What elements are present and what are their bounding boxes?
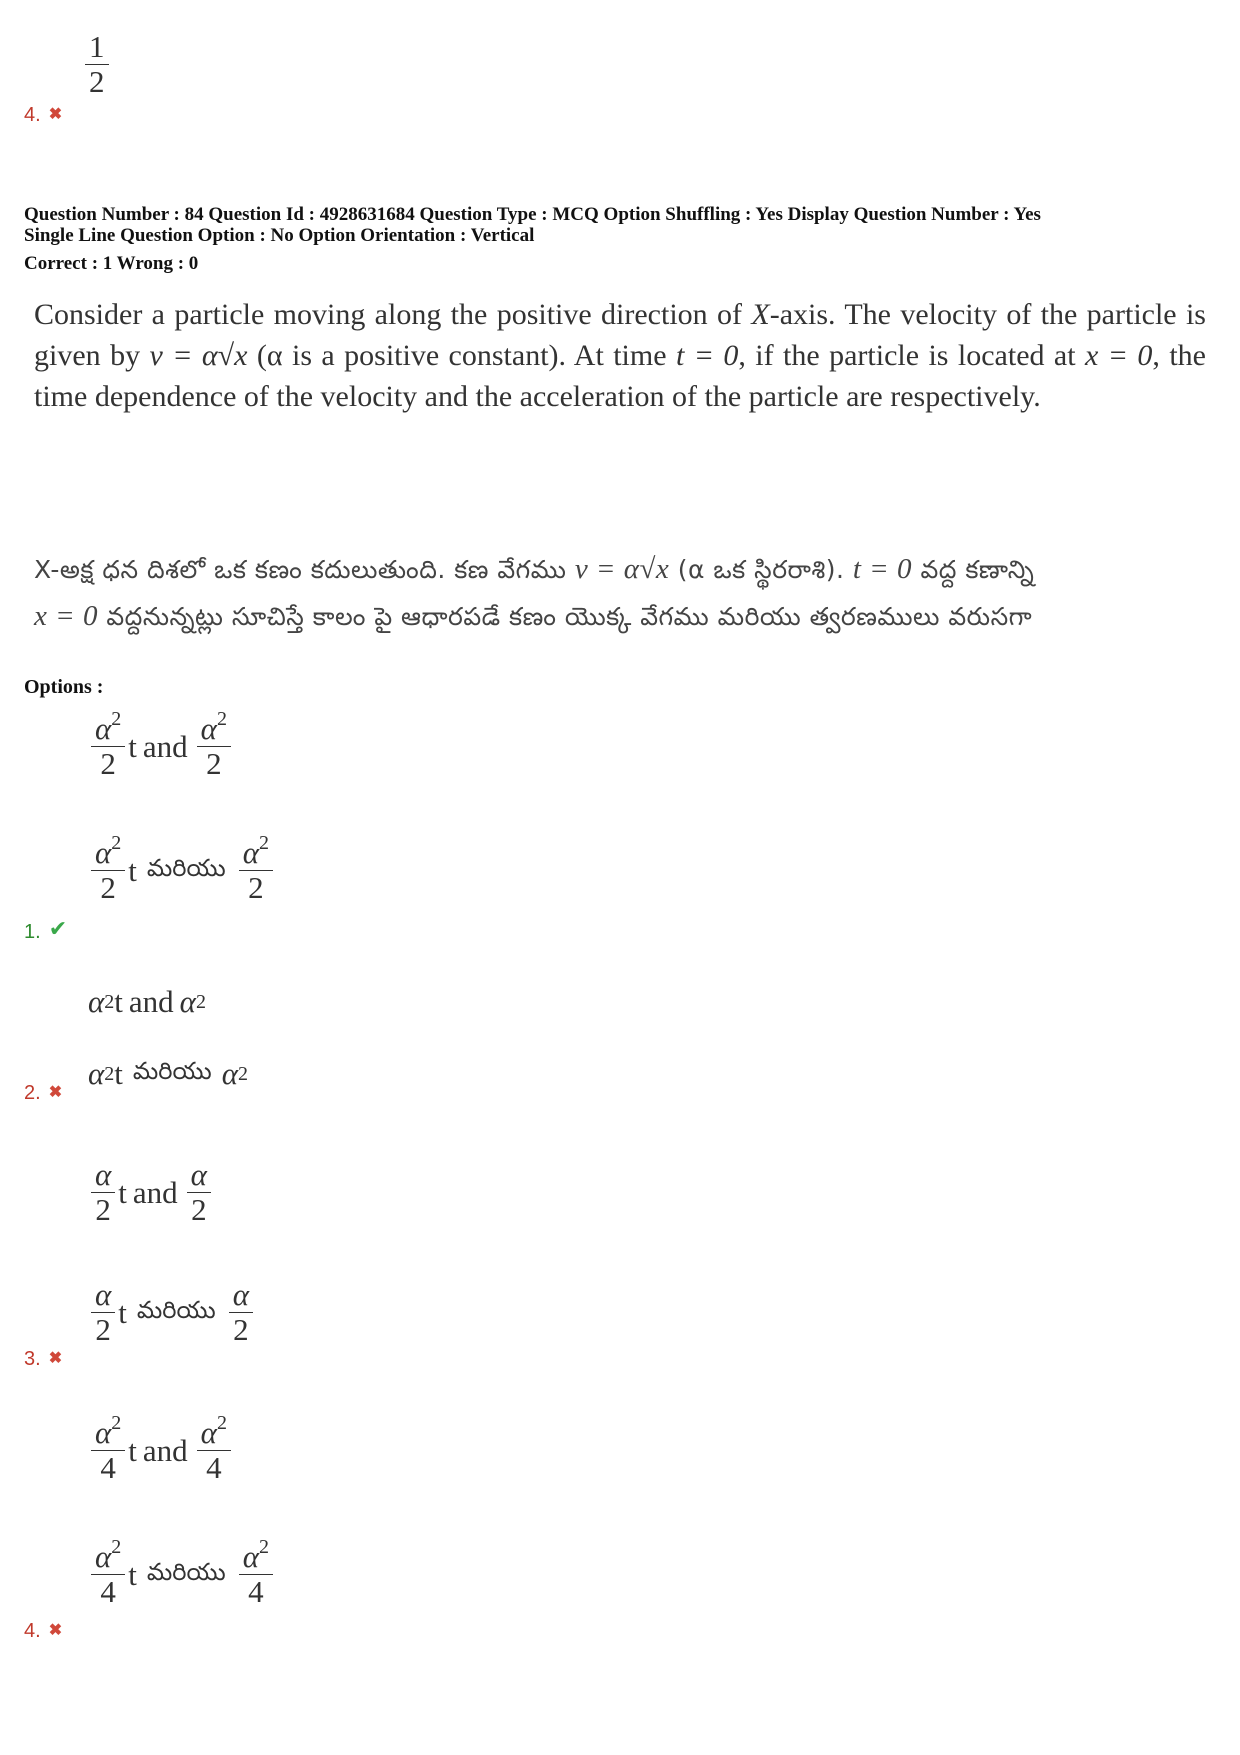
- wrong-mark-icon: ✖: [48, 1084, 63, 1101]
- alpha: α: [95, 835, 112, 870]
- alpha: α: [88, 1056, 105, 1091]
- option-1-english: [88, 708, 234, 781]
- alpha: α: [229, 1278, 253, 1313]
- question-text-english: [34, 294, 1206, 417]
- option-number: 1.: [24, 921, 41, 943]
- prev-option-number: [24, 104, 62, 127]
- q-en-part: , if the particle is located at: [738, 339, 1086, 372]
- time-var: t: [118, 1294, 127, 1330]
- denominator: 4: [206, 1450, 222, 1485]
- prev-option-number-text: 4.: [24, 104, 41, 126]
- q-te-line-2: [34, 593, 1034, 640]
- alpha: α: [95, 1539, 112, 1574]
- q-en-axis: X: [751, 298, 770, 331]
- denominator: 4: [100, 1574, 116, 1609]
- check-icon: ✔: [48, 916, 68, 941]
- denominator: 2: [95, 1192, 111, 1227]
- exponent: 2: [258, 832, 269, 854]
- time-var: t: [128, 728, 137, 764]
- time-var: t: [118, 1174, 127, 1210]
- and-word-telugu: మరియు: [136, 1295, 216, 1324]
- option-4-english: [88, 1412, 234, 1485]
- option-number: 4.: [24, 1620, 41, 1642]
- alpha: α: [187, 1158, 211, 1193]
- alpha: α: [242, 835, 259, 870]
- exponent: 2: [216, 708, 227, 730]
- option-2-english: α 2 t and α 2: [88, 984, 206, 1019]
- denominator: 4: [248, 1574, 264, 1609]
- q-en-part: (α is a positive constant). At time: [247, 339, 676, 372]
- alpha: α: [91, 1278, 115, 1313]
- alpha: α: [242, 1539, 259, 1574]
- denominator: 2: [233, 1312, 249, 1347]
- and-word: and: [142, 1432, 188, 1468]
- denominator: 2: [100, 746, 116, 781]
- q-te-part: వద్ద కణాన్ని: [912, 555, 1035, 584]
- denominator: 2: [100, 870, 116, 905]
- q-en-part: -axis. The velocity of the particle is given by: [34, 298, 1206, 372]
- q-te-formula: v = α√x: [574, 553, 670, 585]
- time-var: t: [128, 1432, 137, 1468]
- exponent: 2: [111, 1536, 122, 1558]
- exponent: 2: [216, 1412, 227, 1434]
- option-3-telugu: [88, 1278, 256, 1347]
- option-3-marker[interactable]: [24, 1348, 62, 1371]
- wrong-mark-icon: ✖: [48, 1350, 63, 1367]
- denominator: 2: [248, 870, 264, 905]
- q-en-formula: v = α√x: [149, 339, 248, 372]
- and-word: and: [142, 728, 188, 764]
- option-4-marker[interactable]: [24, 1620, 62, 1643]
- option-2-telugu: α 2 t మరియు α 2: [88, 1056, 248, 1091]
- prev-option-numerator: 1: [85, 30, 109, 65]
- options-label: Options :: [24, 676, 104, 698]
- prev-option-fraction: [82, 30, 112, 99]
- alpha: α: [95, 711, 112, 746]
- denominator: 2: [95, 1312, 111, 1347]
- alpha: α: [221, 1056, 238, 1091]
- and-word-telugu: మరియు: [132, 1057, 212, 1085]
- time-var: t: [114, 984, 123, 1019]
- option-4-telugu: [88, 1536, 276, 1609]
- q-te-x0: x = 0: [34, 600, 98, 632]
- alpha: α: [88, 984, 105, 1019]
- and-word: and: [128, 984, 174, 1019]
- alpha: α: [91, 1158, 115, 1193]
- and-word-telugu: మరియు: [146, 853, 226, 882]
- exponent: 2: [258, 1536, 269, 1558]
- question-meta: [24, 204, 1041, 246]
- prev-option-denominator: 2: [89, 64, 105, 99]
- q-te-part: X-అక్ష ధన దిశలో ఒక కణం కదులుతుంది. కణ వేగము: [34, 555, 575, 584]
- alpha: α: [95, 1415, 112, 1450]
- q-en-t0: t = 0: [675, 339, 739, 372]
- q-te-part: (α ఒక స్థిరరాశి).: [669, 555, 853, 584]
- meta-marks: Correct : 1 Wrong : 0: [24, 253, 199, 274]
- time-var: t: [114, 1056, 123, 1091]
- q-te-part: వద్దనున్నట్లు సూచిస్తే కాలం పై ఆధారపడే కణం యొక్క వేగము మరియు త్వరణములు వరుసగా: [97, 602, 1033, 631]
- meta-line-1: Question Number : 84 Question Id : 4928631684 Question Type : MCQ Option Shuffling : Yes Display Question Number : Yes: [24, 204, 1041, 225]
- option-number: 2.: [24, 1082, 41, 1104]
- time-var: t: [128, 1556, 137, 1592]
- option-1-telugu: [88, 832, 276, 905]
- option-2-marker[interactable]: [24, 1082, 62, 1105]
- wrong-mark-icon: ✖: [48, 106, 63, 123]
- time-var: t: [128, 852, 137, 888]
- q-te-line-1: [34, 546, 1034, 593]
- option-1-marker[interactable]: [24, 916, 67, 944]
- alpha: α: [179, 984, 196, 1019]
- wrong-mark-icon: ✖: [48, 1622, 63, 1639]
- exponent: 2: [111, 1412, 122, 1434]
- denominator: 4: [100, 1450, 116, 1485]
- q-en-x0: x = 0: [1085, 339, 1153, 372]
- alpha: α: [200, 711, 217, 746]
- q-en-part: Consider a particle moving along the positive direction of: [34, 298, 752, 331]
- question-text-telugu: [34, 546, 1034, 640]
- option-number: 3.: [24, 1348, 41, 1370]
- q-en-part: , the time dependence of the velocity and the acceleration of the particle are respectively.: [34, 339, 1206, 413]
- q-te-t0: t = 0: [852, 553, 913, 585]
- denominator: 2: [191, 1192, 207, 1227]
- denominator: 2: [206, 746, 222, 781]
- and-word: and: [132, 1174, 178, 1210]
- alpha: α: [200, 1415, 217, 1450]
- and-word-telugu: మరియు: [146, 1557, 226, 1586]
- exponent: 2: [111, 708, 122, 730]
- meta-line-2: Single Line Question Option : No Option Orientation : Vertical: [24, 225, 535, 246]
- exponent: 2: [111, 832, 122, 854]
- option-3-english: [88, 1158, 214, 1227]
